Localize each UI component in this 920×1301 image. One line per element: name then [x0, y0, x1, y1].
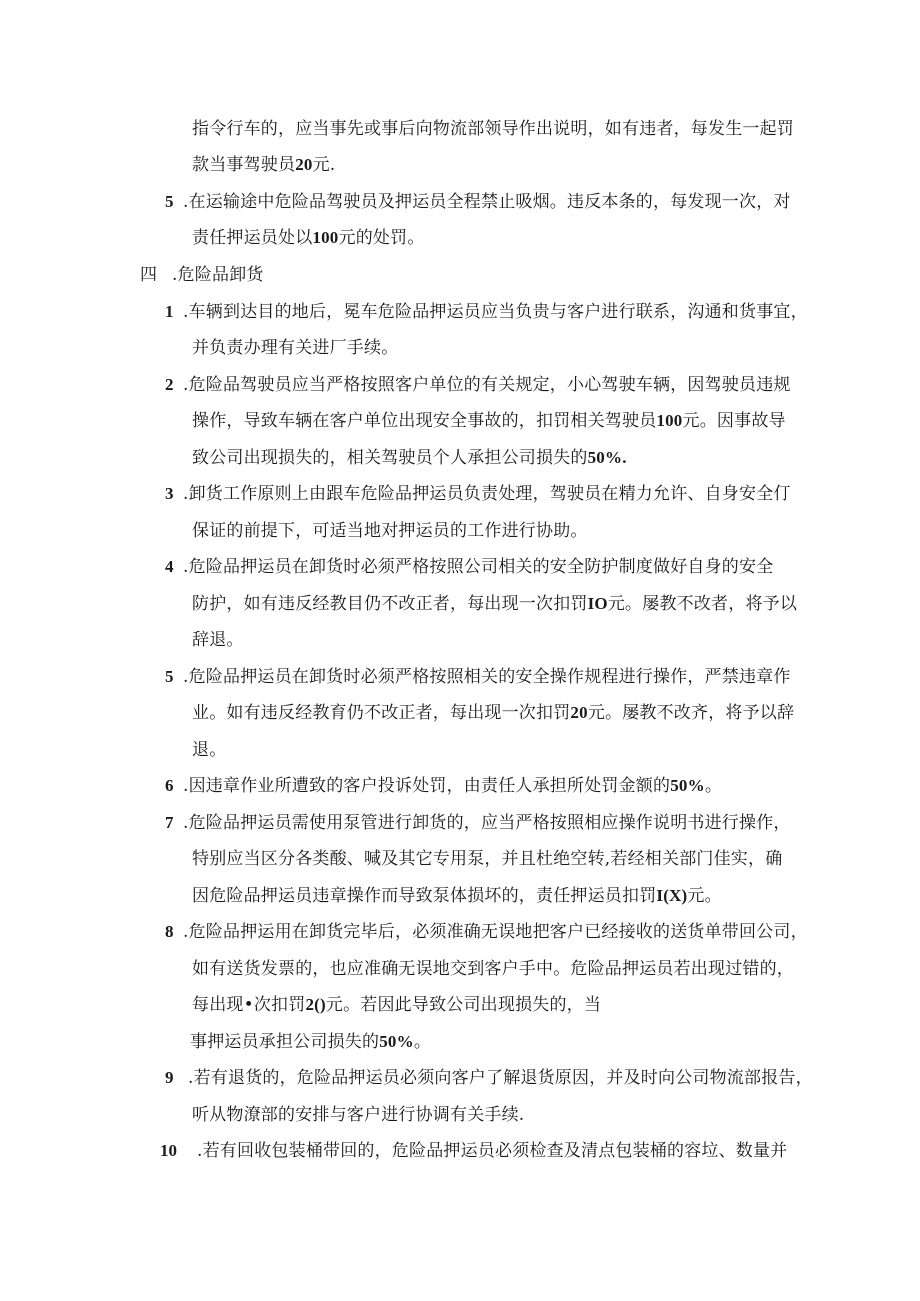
item-number: 6	[165, 776, 174, 795]
emphasized-value: 100	[312, 228, 339, 247]
item-number: 5	[165, 192, 174, 211]
text-line: 防护，如有违反经教目仍不改正者，每出现一次扣罚IO元。屡教不改者，将予以	[192, 594, 798, 614]
emphasized-value: I(X)	[656, 886, 688, 905]
text-line: 特别应当区分各类酸、喊及其它专用泵，并且杜绝空转,若经相关部门佳实，确	[192, 849, 783, 869]
emphasized-value: 100	[656, 411, 683, 430]
emphasized-value: 20	[295, 155, 313, 174]
emphasized-value: 50%	[379, 1032, 414, 1051]
text-line: 事押运员承担公司损失的50%。	[190, 1032, 432, 1052]
text-line: .若有回收包装桶带回的，危险品押运员必须检查及清点包装桶的容垃、数量并	[197, 1141, 788, 1161]
text-line: 责任押运员处以100元的处罚。	[192, 228, 425, 248]
text-line: .在运输途中危险品驾驶员及押运员全程禁止吸烟。违反本条的，每发现一次，对	[183, 192, 791, 212]
text-line: .车辆到达目的地后，冕车危险品押运员应当负贵与客户进行联系，沟通和货事宜，	[183, 302, 808, 322]
item-number: 2	[165, 375, 174, 394]
emphasized-value: 20	[570, 703, 588, 722]
emphasized-value: 50%.	[587, 448, 627, 467]
text-line: .因违章作业所遭致的客户投诉处罚，由责任人承担所处罚金额的50%。	[183, 776, 723, 796]
text-line: .危险品驾驶员应当严格按照客户单位的有关规定，小心驾驶车辆，因驾驶员违规	[183, 375, 791, 395]
text-line: 业。如有违反经教育仍不改正者，每出现一次扣罚20元。屡教不改齐，将予以辞	[192, 703, 795, 723]
text-line: 致公司出现损失的，相关驾驶员个人承担公司损失的50%.	[192, 448, 627, 468]
text-line: .若有退货的，危险品押运员必须向客户了解退货原因，并及时向公司物流部报告，	[188, 1068, 813, 1088]
text-line: 操作，导致车辆在客户单位出现安全事故的，扣罚相关驾驶员100元。因事故导	[192, 411, 786, 431]
item-number: 四	[140, 265, 157, 285]
text-line: 指令行车的，应当事先或事后向物流部领导作出说明，如有违者，每发生一起罚	[192, 119, 794, 139]
item-number: 9	[165, 1068, 174, 1087]
emphasized-value: 2()	[305, 995, 326, 1014]
text-line: 如有送货发票的，也应准确无误地交到客户手中。危险品押运员若出现过错的，	[192, 959, 794, 979]
text-line: 保证的前提下，可适当地对押运员的工作进行协助。	[192, 521, 588, 541]
item-number: 5	[165, 667, 174, 686]
text-line: 并负责办理有关进厂手续。	[192, 338, 399, 358]
text-line: .危险品押运用在卸货完毕后，必须准确无误地把客户已经接收的送货单带回公司，	[183, 922, 808, 942]
text-line: 因危险品押运员违章操作而导致泵体损坏的，责任押运员扣罚I(X)元。	[192, 886, 722, 906]
item-number: 7	[165, 813, 174, 832]
emphasized-value: IO	[587, 594, 608, 613]
item-number: 10	[160, 1141, 177, 1160]
text-line: 辞退。	[192, 630, 244, 650]
item-number: 4	[165, 557, 174, 576]
item-number: 1	[165, 302, 174, 321]
text-line: .危险品押运员在卸货时必须严格按照相关的安全操作规程进行操作，严禁违章作	[183, 667, 791, 687]
item-number: 3	[165, 484, 174, 503]
item-number: 8	[165, 922, 174, 941]
text-line: 每出现•次扣罚2()元。若因此导致公司出现损失的，当	[192, 995, 602, 1015]
text-line: .卸货工作原则上由跟车危险品押运员负责处理，驾驶员在精力允许、自身安全仃	[183, 484, 791, 504]
text-line: .危险品卸货	[172, 265, 264, 285]
text-line: .危险品押运员在卸货时必须严格按照公司相关的安全防护制度做好自身的安全	[183, 557, 774, 577]
text-line: .危险品押运员需使用泵管进行卸货的，应当严格按照相应操作说明书进行操作，	[183, 813, 791, 833]
text-line: 款当事驾驶员20元.	[192, 155, 336, 175]
text-line: 听从物潦部的安排与客户进行协调有关手续.	[192, 1105, 525, 1125]
text-line: 退。	[192, 740, 227, 760]
emphasized-value: 50%	[670, 776, 705, 795]
